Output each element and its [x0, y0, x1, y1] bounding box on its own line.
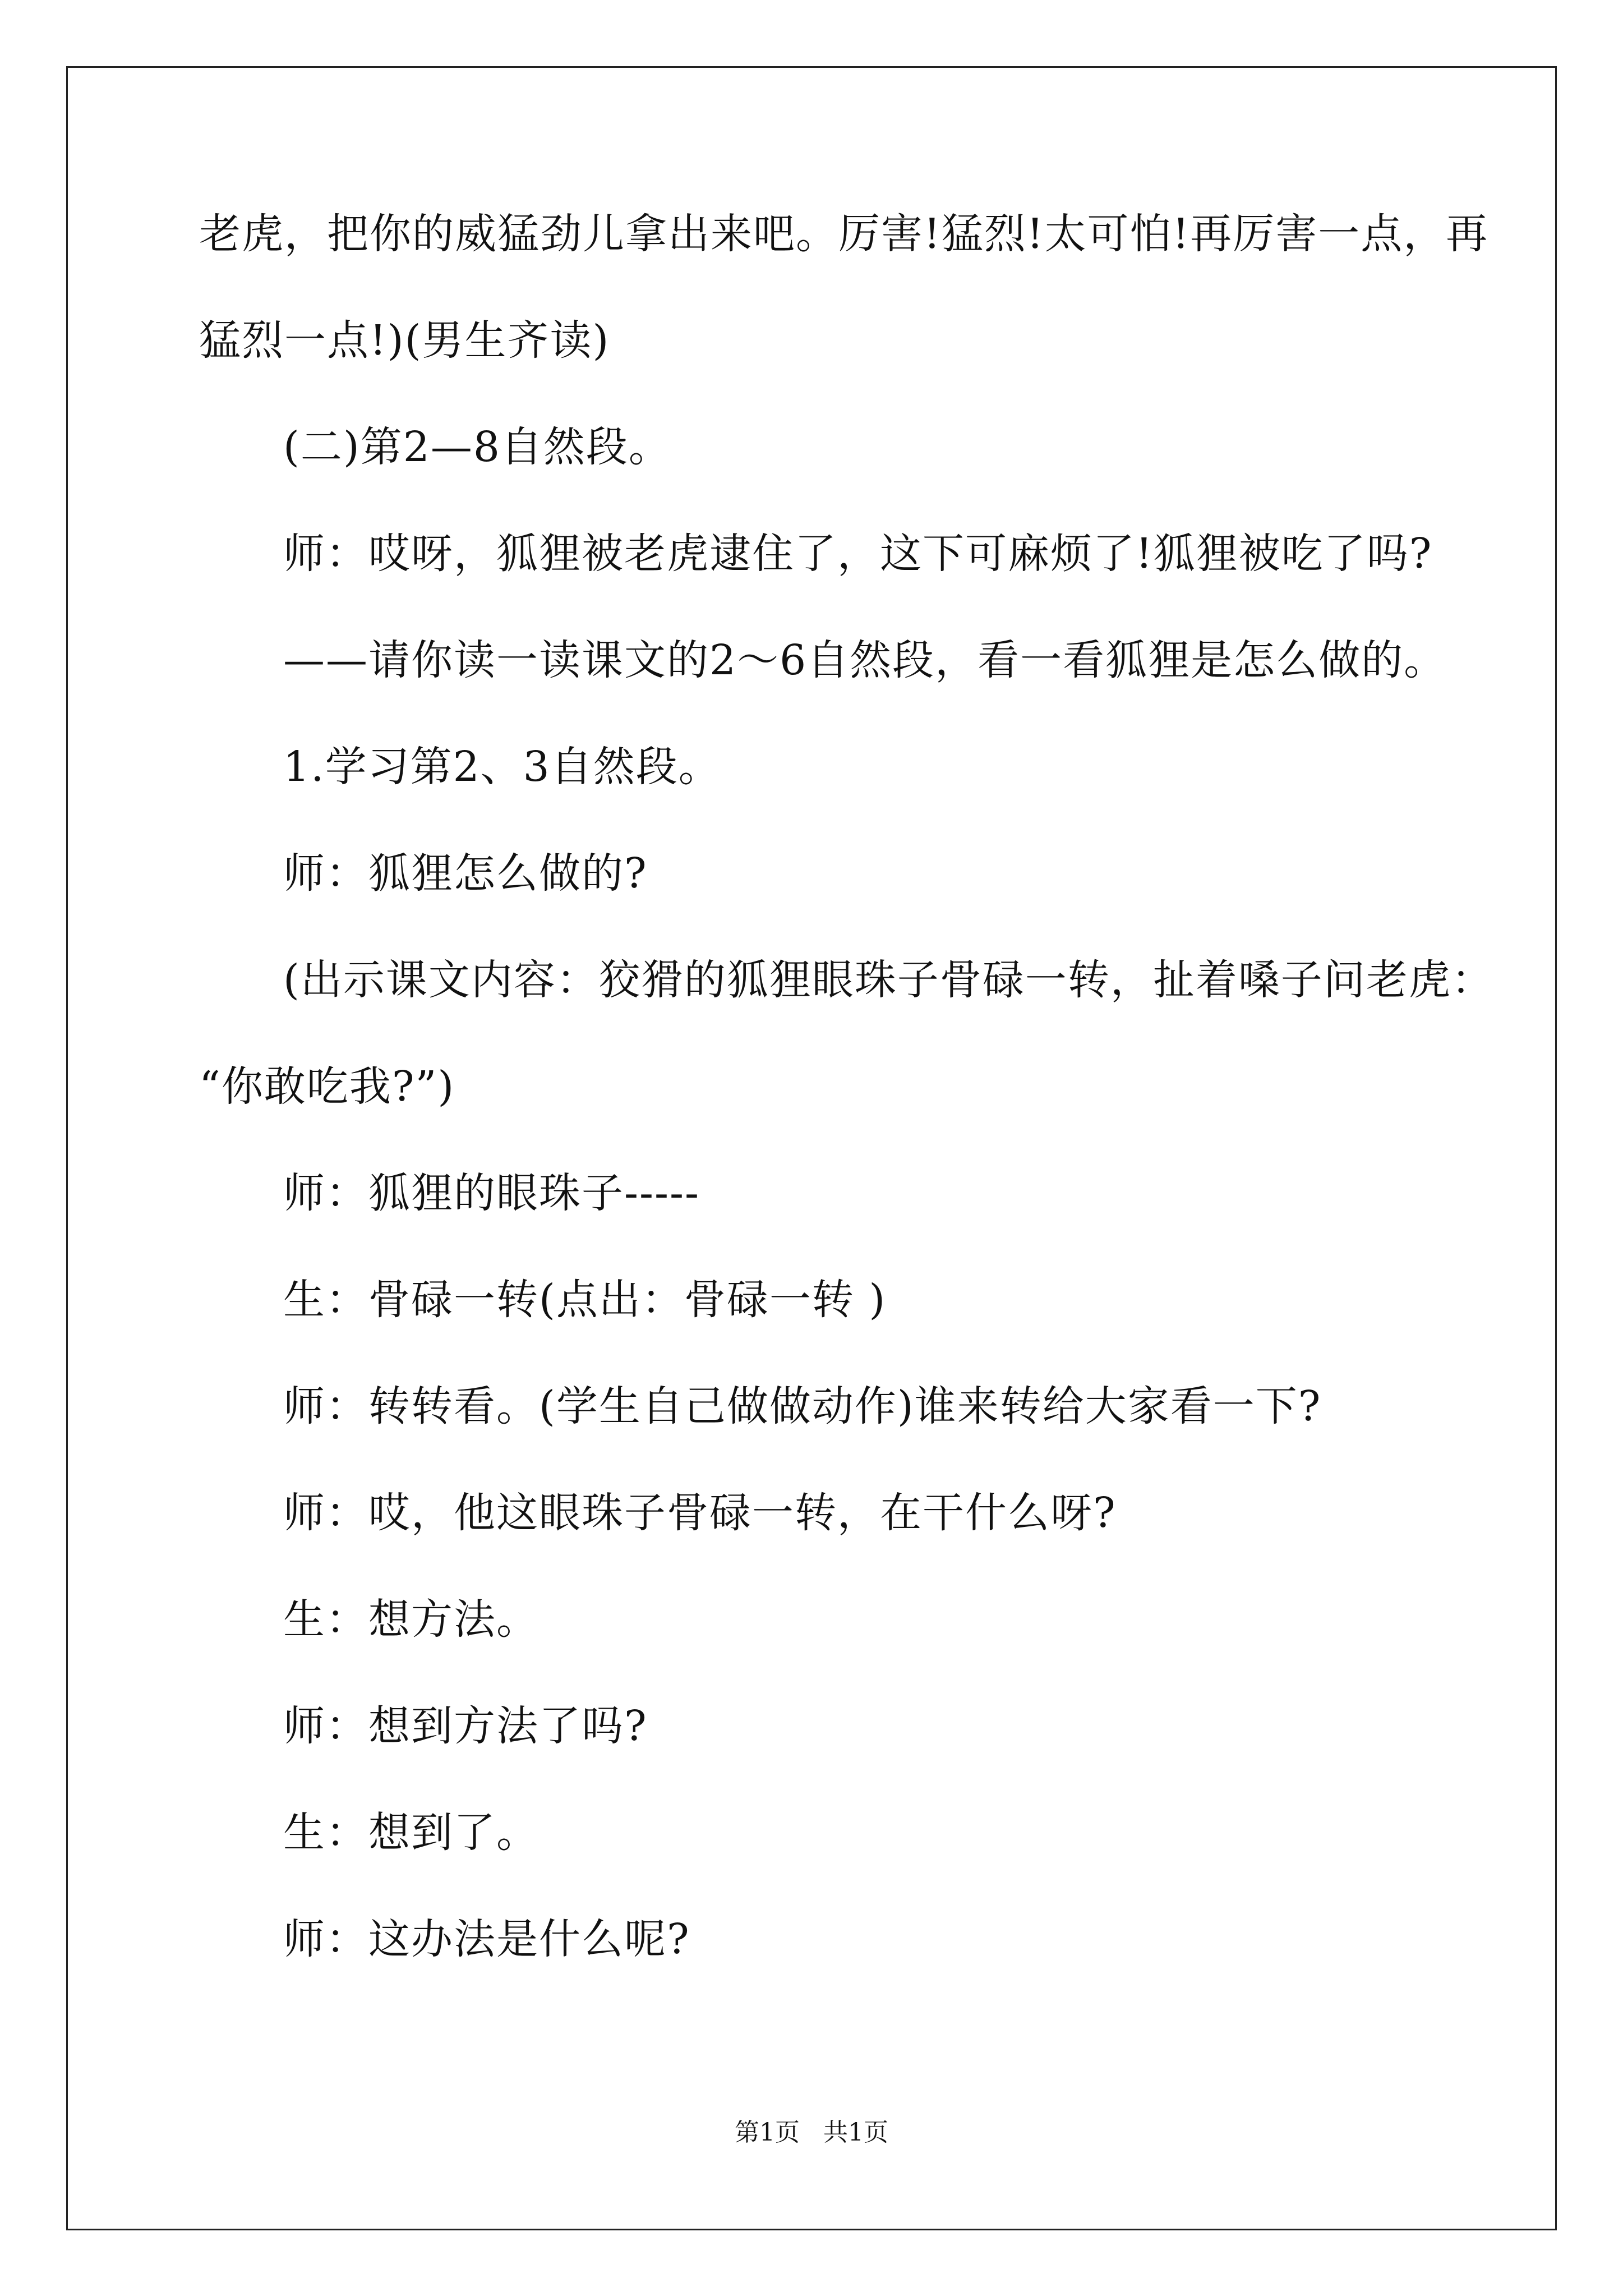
paragraph-line: 师：哎，他这眼珠子骨碌一转，在干什么呀? — [283, 1489, 1117, 1537]
paragraph-line: 师：转转看。(学生自己做做动作)谁来转给大家看一下? — [283, 1382, 1322, 1430]
paragraph-line: (出示课文内容：狡猾的狐狸眼珠子骨碌一转，扯着嗓子问老虎： — [283, 956, 1494, 1004]
paragraph-line: “你敢吃我?”) — [199, 1062, 455, 1111]
paragraph-line: 生：骨碌一转(点出：骨碌一转 ) — [283, 1276, 887, 1324]
paragraph-line: 师：想到方法了吗? — [283, 1702, 648, 1750]
section-heading: 1.学习第2、3自然段。 — [283, 743, 721, 791]
paragraph-line: 生：想方法。 — [283, 1595, 539, 1644]
paragraph-line: 老虎，把你的威猛劲儿拿出来吧。厉害!猛烈!太可怕!再厉害一点，再 — [199, 210, 1489, 258]
paragraph-line: 师：这办法是什么呢? — [283, 1915, 690, 1963]
section-heading: (二)第2—8自然段。 — [283, 423, 671, 471]
paragraph-line: 师：狐狸怎么做的? — [283, 849, 648, 898]
paragraph-line: ——请你读一读课文的2～6自然段，看一看狐狸是怎么做的。 — [283, 636, 1447, 684]
paragraph-line: 师：哎呀，狐狸被老虎逮住了，这下可麻烦了!狐狸被吃了吗? — [283, 530, 1433, 578]
page-footer: 第1页 共1页 — [735, 2118, 888, 2147]
paragraph-line: 猛烈一点!)(男生齐读) — [199, 316, 610, 365]
paragraph-line: 生：想到了。 — [283, 1809, 539, 1857]
page-border — [66, 66, 1557, 2230]
paragraph-line: 师：狐狸的眼珠子----- — [283, 1169, 700, 1217]
